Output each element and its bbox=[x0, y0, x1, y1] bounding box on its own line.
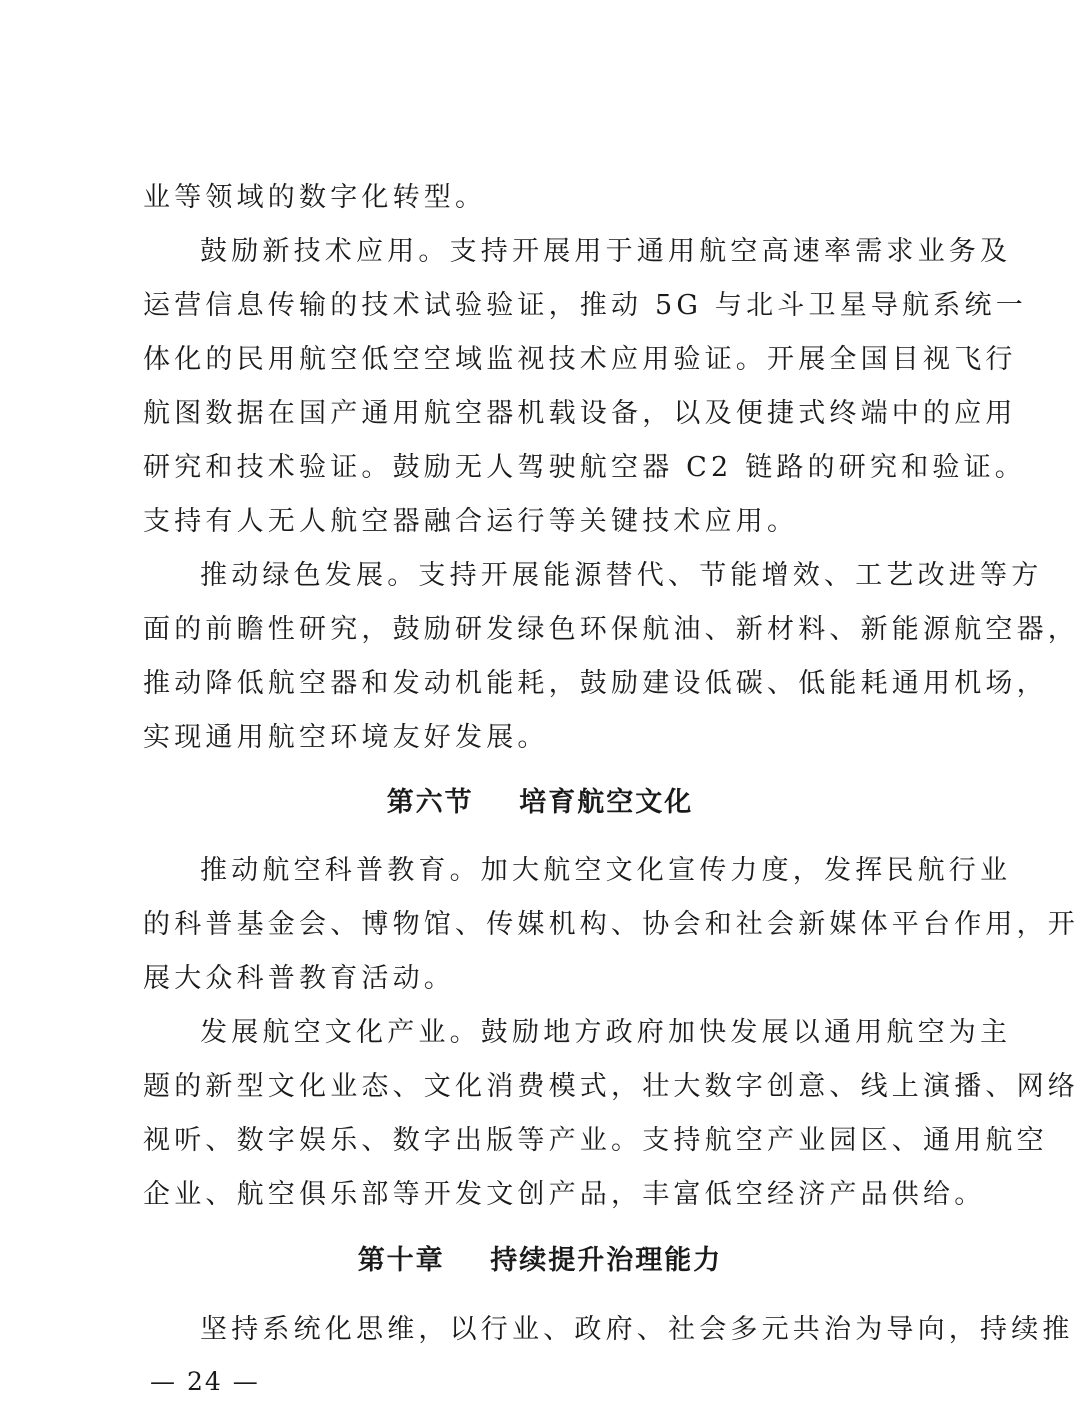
text-line: 的科普基金会、博物馆、传媒机构、协会和社会新媒体平台作用，开 bbox=[143, 909, 1079, 940]
text-line: 企业、航空俱乐部等开发文创产品，丰富低空经济产品供给。 bbox=[143, 1179, 986, 1210]
page-number: — 24 — bbox=[150, 1367, 260, 1396]
text-line: 面的前瞻性研究，鼓励研发绿色环保航油、新材料、新能源航空器， bbox=[143, 614, 1079, 645]
text-line: 推动绿色发展。支持开展能源替代、节能增效、工艺改进等方 bbox=[200, 560, 1043, 591]
text-line: 业等领域的数字化转型。 bbox=[143, 182, 487, 213]
section-heading: 第六节 培育航空文化 bbox=[386, 787, 694, 818]
text-line: 展大众科普教育活动。 bbox=[143, 963, 455, 994]
text-line: 推动降低航空器和发动机能耗，鼓励建设低碳、低能耗通用机场， bbox=[143, 668, 1048, 699]
text-line: 实现通用航空环境友好发展。 bbox=[143, 722, 549, 753]
text-line: 推动航空科普教育。加大航空文化宣传力度，发挥民航行业 bbox=[200, 855, 1012, 886]
text-line: 体化的民用航空低空空域监视技术应用验证。开展全国目视飞行 bbox=[143, 344, 1017, 375]
text-line: 题的新型文化业态、文化消费模式，壮大数字创意、线上演播、网络 bbox=[143, 1071, 1079, 1102]
text-line: 视听、数字娱乐、数字出版等产业。支持航空产业园区、通用航空 bbox=[143, 1125, 1048, 1156]
text-line: 支持有人无人航空器融合运行等关键技术应用。 bbox=[143, 506, 799, 537]
chapter-heading: 第十章 持续提升治理能力 bbox=[357, 1245, 723, 1276]
text-line: 航图数据在国产通用航空器机载设备，以及便捷式终端中的应用 bbox=[143, 398, 1017, 429]
text-line: 鼓励新技术应用。支持开展用于通用航空高速率需求业务及 bbox=[200, 236, 1012, 267]
text-line: 坚持系统化思维，以行业、政府、社会多元共治为导向，持续推 bbox=[200, 1314, 1074, 1345]
text-line: 研究和技术验证。鼓励无人驾驶航空器 C2 链路的研究和验证。 bbox=[143, 452, 1027, 483]
text-line: 运营信息传输的技术试验验证，推动 5G 与北斗卫星导航系统一 bbox=[143, 290, 1027, 321]
text-line: 发展航空文化产业。鼓励地方政府加快发展以通用航空为主 bbox=[200, 1017, 1012, 1048]
